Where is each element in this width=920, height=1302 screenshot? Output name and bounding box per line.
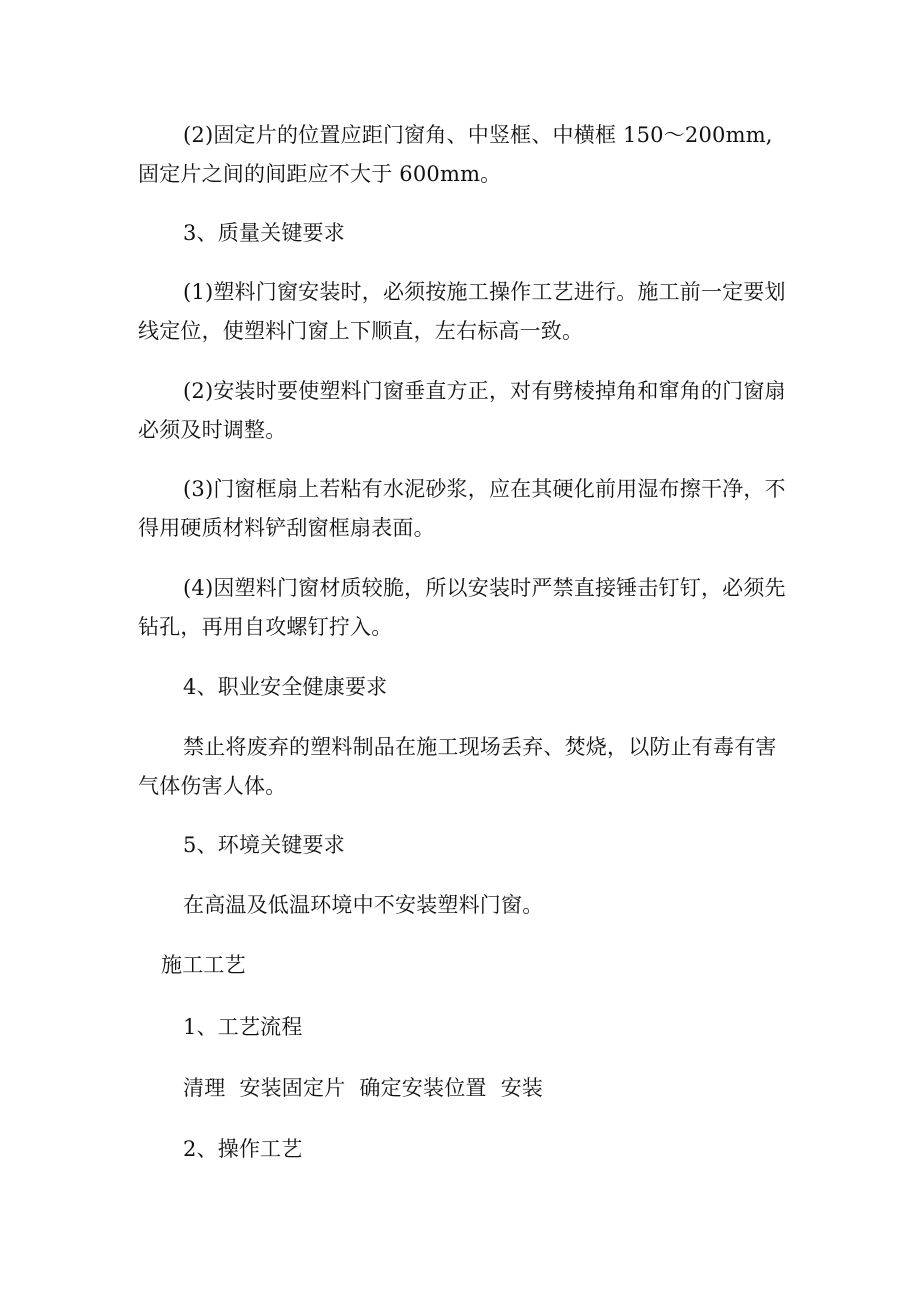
paragraph-fixing-plate-spacing: (2)固定片的位置应距门窗角、中竖框、中横框 150～200mm,固定片之间的间距应不大于 600mm。 <box>138 123 773 186</box>
paragraph-installation-process: (1)塑料门窗安装时，必须按施工操作工艺进行。施工前一定要划线定位，使塑料门窗上下顺直，左右标高一致。 <box>138 280 786 343</box>
section-title-construction-process: 施工工艺 <box>161 953 246 977</box>
heading-quality-requirements: 3、质量关键要求 <box>183 221 345 245</box>
heading-operation-process: 2、操作工艺 <box>183 1137 303 1161</box>
process-flow-steps <box>138 1069 788 1108</box>
paragraph-vertical-alignment: (2)安装时要使塑料门窗垂直方正，对有劈棱掉角和窜角的门窗扇必须及时调整。 <box>138 379 786 442</box>
flow-step-install: 安装 <box>500 1076 544 1100</box>
flow-step-install-plate: 安装固定片 <box>239 1076 346 1100</box>
paragraph-no-burning-waste: 禁止将废弃的塑料制品在施工现场丢弃、焚烧，以防止有毒有害气体伤害人体。 <box>138 735 777 798</box>
paragraph-temperature-limit: 在高温及低温环境中不安装塑料门窗。 <box>183 893 544 917</box>
paragraph-clean-mortar: (3)门窗框扇上若粘有水泥砂浆，应在其硬化前用湿布擦干净，不得用硬质材料铲刮窗框扇表面。 <box>138 477 786 540</box>
paragraph-drill-screws: (4)因塑料门窗材质较脆，所以安装时严禁直接锤击钉钉，必须先钻孔，再用自攻螺钉拧入。 <box>138 576 786 639</box>
heading-process-flow: 1、工艺流程 <box>183 1015 303 1039</box>
flow-step-position: 确定安装位置 <box>359 1076 487 1100</box>
heading-safety-health: 4、职业安全健康要求 <box>183 675 388 699</box>
heading-environment-requirements: 5、环境关键要求 <box>183 833 345 857</box>
flow-step-clean: 清理 <box>183 1076 226 1100</box>
